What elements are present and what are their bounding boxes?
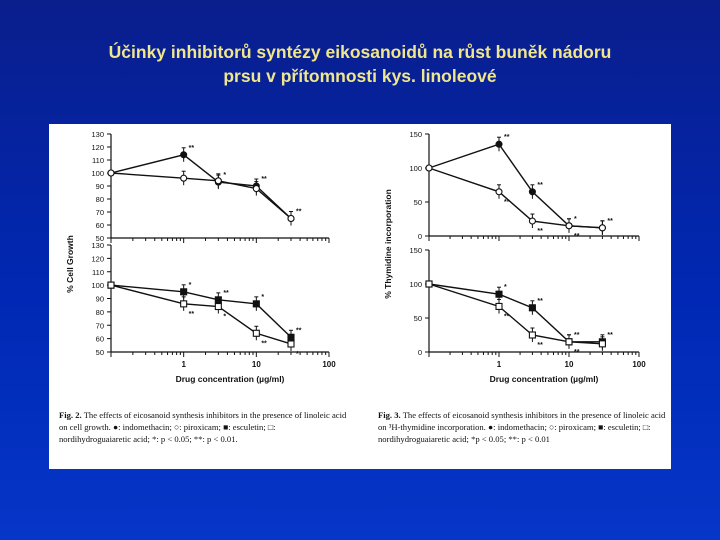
- fig2-top-y-tick-label: 60: [95, 221, 104, 230]
- fig3-top-data-point: [496, 189, 502, 195]
- fig2-bottom-y-tick-label: 60: [95, 334, 104, 344]
- fig2-bottom-data-point: [253, 301, 259, 307]
- fig3-top-data-point: [496, 141, 502, 147]
- fig2-top-y-tick-label: 50: [95, 234, 104, 243]
- fig2-top-data-point: [215, 178, 221, 184]
- fig3-top-y-tick-label: 0: [417, 232, 422, 241]
- fig3-bottom-y-tick-label: 150: [409, 246, 422, 255]
- fig3-top-y-tick-label: 100: [409, 164, 422, 173]
- slide-title: [0, 40, 720, 88]
- fig2-top-data-point: [288, 216, 294, 222]
- fig2-bottom-significance-mark: **: [188, 310, 195, 318]
- fig3-top-significance-mark: **: [537, 181, 543, 189]
- fig2-bottom-x-tick-label: 10: [251, 360, 261, 369]
- fig2-bottom-y-tick-label: 130: [91, 241, 104, 250]
- fig3-bottom-significance-mark: **: [504, 313, 510, 321]
- fig2-bottom-y-tick-label: 110: [92, 267, 104, 277]
- fig2-top-significance-mark: *: [223, 172, 227, 180]
- fig2-top-data-point: [253, 186, 259, 192]
- fig3-top-data-point: [426, 165, 432, 171]
- fig3-top-significance-mark: **: [574, 232, 580, 240]
- fig2-bottom-x-tick-label: 100: [322, 360, 336, 369]
- fig3-top-y-axis-title: % Thymidine incorporation: [383, 189, 393, 299]
- fig3-bottom-significance-mark: *: [504, 284, 507, 292]
- fig2-caption-text: The effects of eicosanoid synthesis inhibitors in the presence of linoleic acid on cell growth. ●: indomethacin; ○: piroxicam; ■: esculetin; □: nordihydroguaiaretic acid; *: p < 0.05; **: p < 0.01.: [59, 410, 347, 444]
- fig2-caption: [59, 409, 349, 445]
- fig2-bottom-data-point: [181, 289, 187, 295]
- fig3-bottom-y-tick-label: 100: [409, 280, 422, 289]
- fig3-bottom-data-point: [496, 291, 502, 297]
- fig3-bottom-significance-mark: **: [607, 331, 613, 339]
- fig3-top-data-point: [529, 189, 535, 195]
- fig2-bottom-significance-mark: **: [223, 289, 229, 297]
- fig2-bottom-x-axis-title: Drug concentration (µg/ml): [175, 374, 285, 384]
- fig3-bottom-data-point: [599, 341, 605, 347]
- fig3-top-y-tick-label: 150: [409, 130, 422, 139]
- fig2-bottom-significance-mark: **: [296, 327, 302, 335]
- fig2-top-y-tick-label: 90: [95, 182, 104, 191]
- fig3-top-significance-mark: *: [574, 215, 577, 223]
- fig3-bottom-data-point: [529, 332, 535, 338]
- fig3-bottom-data-point: [566, 339, 572, 345]
- fig3-top-data-point: [529, 218, 535, 224]
- fig2-bottom-x-tick-label: 1: [181, 360, 186, 369]
- fig3-bottom-data-point: [426, 281, 432, 287]
- fig3-bottom-data-point: [529, 305, 535, 311]
- fig3-bottom-x-axis-title: Drug concentration (µg/ml): [489, 374, 599, 384]
- fig2-bottom-y-tick-label: 100: [91, 281, 104, 291]
- fig2-bottom-significance-mark: *: [188, 281, 192, 289]
- fig2-top-y-axis-title: % Cell Growth: [65, 235, 75, 293]
- slide-title-line1: Účinky inhibitorů syntézy eikosanoidů na růst buněk nádoru: [108, 42, 612, 62]
- fig3-caption-label: Fig. 3.: [378, 410, 401, 420]
- fig3-bottom-significance-mark: **: [537, 297, 543, 305]
- fig3-bottom-data-point: [496, 303, 502, 309]
- fig3-bottom-x-tick-label: 100: [632, 360, 646, 369]
- fig2-bottom-y-tick-label: 90: [95, 294, 104, 304]
- fig3-top-data-point: [599, 225, 605, 231]
- fig2-bottom-data-point: [215, 304, 221, 310]
- fig2-top-data-point: [181, 175, 187, 181]
- slide-title-line2: prsu v přítomnosti kys. linoleové: [223, 66, 497, 86]
- fig3-bottom-x-tick-label: 10: [564, 360, 574, 369]
- fig3-top-significance-mark: **: [504, 198, 510, 206]
- fig2-bottom-data-point: [181, 301, 187, 307]
- fig2-bottom-significance-mark: **: [261, 340, 267, 348]
- fig2-bottom-y-tick-label: 120: [91, 254, 104, 264]
- fig2-top-y-tick-label: 70: [95, 208, 104, 217]
- fig3-caption: [378, 409, 668, 445]
- fig3-bottom-significance-mark: **: [574, 331, 580, 339]
- fig2-top-y-tick-label: 130: [91, 130, 104, 139]
- fig3-top-significance-mark: **: [607, 217, 613, 225]
- fig2-bottom-significance-mark: *: [261, 293, 265, 301]
- fig3-caption-text: The effects of eicosanoid synthesis inhibitors in the presence of linoleic acid on ³H-thymidine incorporation. ●: indomethacin; ○: piroxicam; ■: esculetin; □: nordihydroguaiaretic acid; *p < 0.05; **: p < 0.01: [378, 410, 666, 444]
- fig2-bottom-data-point: [108, 282, 114, 288]
- fig3-top-y-tick-label: 50: [413, 198, 422, 207]
- fig2-top-y-tick-label: 110: [92, 156, 104, 165]
- fig2-top-significance-mark: **: [188, 144, 195, 152]
- fig2-top-series-line: [111, 155, 291, 219]
- fig2-bottom-significance-mark: *: [296, 350, 299, 358]
- fig2-bottom-y-tick-label: 70: [95, 321, 104, 331]
- fig3-top-significance-mark: **: [504, 134, 510, 142]
- figure-image: [49, 124, 671, 469]
- fig2-top-y-tick-label: 120: [91, 143, 104, 152]
- fig2-top-data-point: [108, 170, 114, 176]
- fig2-bottom-data-point: [288, 341, 294, 347]
- fig2-bottom-y-tick-label: 50: [95, 348, 104, 357]
- fig2-bottom-y-tick-label: 80: [95, 307, 104, 317]
- fig2-bottom-data-point: [253, 330, 259, 336]
- fig3-bottom-y-tick-label: 50: [413, 314, 422, 323]
- fig3-top-significance-mark: **: [537, 228, 543, 236]
- fig2-caption-label: Fig. 2.: [59, 410, 82, 420]
- fig3-top-data-point: [566, 223, 572, 229]
- fig2-top-significance-mark: **: [296, 208, 302, 216]
- fig2-top-y-tick-label: 100: [91, 169, 104, 178]
- fig2-top-y-tick-label: 80: [95, 195, 104, 204]
- fig3-bottom-significance-mark: **: [574, 348, 580, 356]
- fig2-bottom-significance-mark: *: [223, 313, 227, 321]
- fig3-bottom-significance-mark: **: [537, 342, 543, 349]
- fig3-bottom-y-tick-label: 0: [417, 348, 422, 357]
- fig2-top-data-point: [181, 152, 187, 158]
- fig3-bottom-x-tick-label: 1: [496, 360, 502, 369]
- fig2-top-significance-mark: **: [261, 176, 267, 183]
